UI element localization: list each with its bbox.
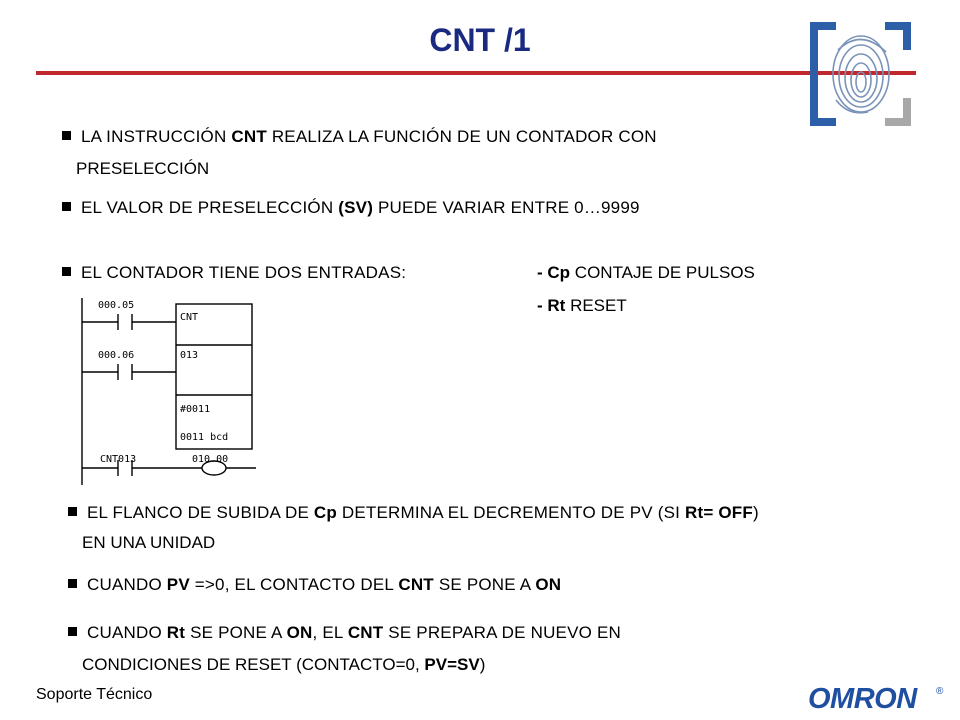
bullet-text: CONDICIONES DE RESET (CONTACTO=0, (82, 655, 425, 674)
bullet-square-icon (68, 579, 77, 588)
fingerprint-icon (808, 20, 913, 128)
bullet-text-bold: (SV) (338, 198, 374, 217)
bullet-text: CUANDO (87, 575, 167, 594)
bullet-reset (68, 620, 621, 645)
bullet-text: EL CONTADOR TIENE DOS ENTRADAS: (81, 263, 407, 282)
input-key: Rt (547, 296, 566, 315)
bullet-preset-range (62, 195, 640, 220)
bullet-text: PUEDE VARIAR ENTRE 0…9999 (373, 198, 640, 217)
bullet-square-icon (68, 627, 77, 636)
bullet-text-bold: Rt (166, 623, 186, 642)
brand-text: OMRON (808, 683, 917, 712)
bullet-text-bold: PV=SV (424, 655, 480, 674)
input-rt (537, 293, 627, 318)
bullet-text: ) (479, 655, 486, 674)
registered-mark: ® (936, 686, 944, 697)
omron-logo (808, 682, 948, 712)
bullet-cnt-function (62, 124, 657, 149)
input-desc: CONTAJE DE PULSOS (570, 263, 755, 282)
bullet-text-bold: Rt= OFF (685, 503, 753, 522)
input-dash: - (537, 263, 548, 282)
bullet-square-icon (62, 267, 71, 276)
bullet-text-bold: PV (166, 575, 190, 594)
input-key: Cp (547, 263, 571, 282)
bullet-counter-inputs (62, 260, 406, 285)
bullet-text: ) (752, 503, 759, 522)
bullet-text: LA INSTRUCCIÓN (81, 127, 232, 146)
contact-label: CNT013 (100, 454, 137, 465)
bullet-square-icon (62, 131, 71, 140)
slide-title: CNT /1 (429, 22, 531, 58)
bullet-text-bold: ON (535, 575, 562, 594)
bullet-text-bold: CNT (347, 623, 384, 642)
bullet-text: DETERMINA EL DECREMENTO DE PV (SI (336, 503, 685, 522)
bullet-square-icon (68, 507, 77, 516)
bullet-text-bold: ON (286, 623, 313, 642)
box-line: CNT (180, 312, 199, 323)
bullet-rising-edge (68, 500, 759, 525)
bullet-text-bold: CNT (231, 127, 267, 146)
box-line: #0011 (180, 404, 211, 415)
bullet-contact-on (68, 572, 561, 597)
bullet-continuation: PRESELECCIÓN (76, 159, 210, 178)
footer-text: Soporte Técnico (36, 686, 153, 703)
bullet-square-icon (62, 202, 71, 211)
ladder-diagram (76, 290, 266, 490)
bullet-text: , EL (312, 623, 348, 642)
input-desc: RESET (565, 296, 627, 315)
input-dash: - (537, 296, 548, 315)
bullet-text: CUANDO (87, 623, 167, 642)
coil-label: 010.00 (192, 454, 229, 465)
bullet-text: EL VALOR DE PRESELECCIÓN (81, 198, 339, 217)
box-line: 0011 bcd (180, 432, 229, 443)
input-cp (537, 260, 755, 285)
bullet-continuation: EN UNA UNIDAD (82, 533, 216, 552)
bullet-text: EL FLANCO DE SUBIDA DE (87, 503, 314, 522)
bullet-text-bold: CNT (398, 575, 434, 594)
bullet-text: SE PONE A (185, 623, 287, 642)
contact-label: 000.06 (98, 350, 135, 361)
bullet-text: =>0, EL CONTACTO DEL (189, 575, 399, 594)
title-divider (36, 71, 916, 75)
bullet-text-bold: Cp (313, 503, 337, 522)
bullet-continuation (82, 652, 485, 677)
contact-label: 000.05 (98, 300, 135, 311)
bullet-text: SE PREPARA DE NUEVO EN (383, 623, 621, 642)
bullet-text: REALIZA LA FUNCIÓN DE UN CONTADOR CON (266, 127, 657, 146)
bullet-text: SE PONE A (433, 575, 536, 594)
box-line: 013 (180, 350, 199, 361)
